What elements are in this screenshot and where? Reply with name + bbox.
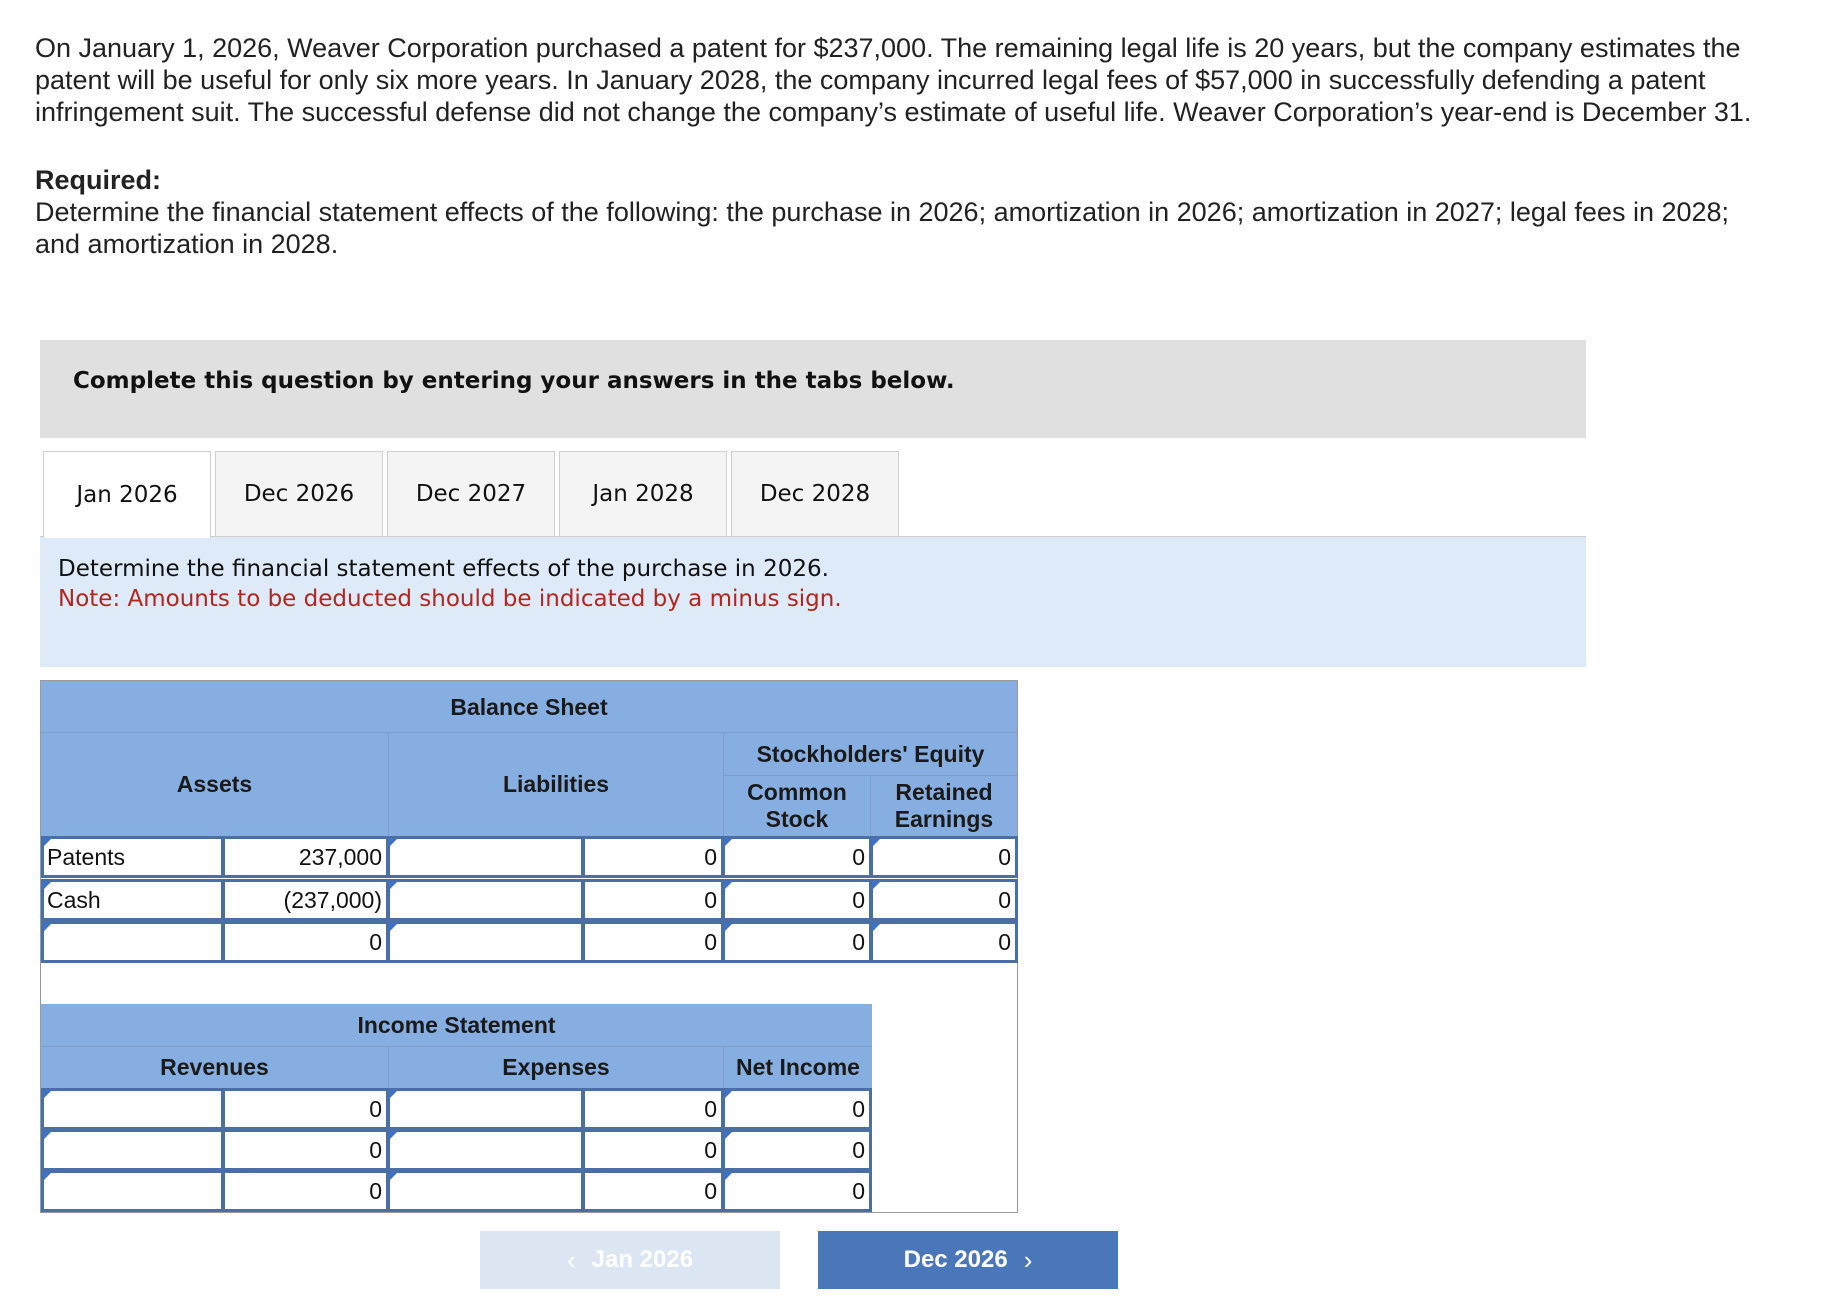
- assets-header: Assets: [41, 733, 388, 836]
- chevron-right-icon: ›: [1023, 1244, 1033, 1275]
- liabilities-header: Liabilities: [389, 733, 723, 836]
- header-divider: [723, 733, 724, 836]
- common-stock-input[interactable]: 0: [722, 879, 872, 921]
- required-heading: Required:: [35, 165, 162, 195]
- revenue-amount-input[interactable]: 0: [222, 1088, 389, 1130]
- task-note: Note: Amounts to be deducted should be indicated by a minus sign.: [58, 586, 842, 612]
- tab-jan-2026[interactable]: Jan 2026: [43, 451, 211, 538]
- revenue-account-select[interactable]: [41, 1129, 224, 1171]
- revenue-account-select[interactable]: [41, 1088, 224, 1130]
- equity-header: Stockholders' Equity: [724, 733, 1017, 775]
- asset-amount-input[interactable]: (237,000): [222, 879, 389, 921]
- retained-earnings-header: Retained Earnings: [871, 776, 1017, 836]
- common-stock-input[interactable]: 0: [722, 836, 872, 878]
- expense-amount-input[interactable]: 0: [582, 1088, 724, 1130]
- instruction-text: Complete this question by entering your answers in the tabs below.: [73, 368, 955, 394]
- revenues-header: Revenues: [41, 1047, 388, 1088]
- asset-account-select[interactable]: Cash: [41, 879, 224, 921]
- net-income-input[interactable]: 0: [722, 1088, 872, 1130]
- instruction-banner: [40, 340, 1586, 438]
- asset-account-select[interactable]: Patents: [41, 836, 224, 878]
- tab-dec-2026[interactable]: Dec 2026: [215, 451, 383, 537]
- balance-sheet-title: Balance Sheet: [41, 681, 1017, 733]
- revenue-amount-input[interactable]: 0: [222, 1170, 389, 1212]
- problem-statement: [35, 32, 1755, 260]
- liability-amount-input[interactable]: 0: [582, 921, 724, 963]
- net-income-input[interactable]: 0: [722, 1129, 872, 1171]
- liability-amount-input[interactable]: 0: [582, 836, 724, 878]
- asset-account-select[interactable]: [41, 921, 224, 963]
- header-divider: [388, 1047, 389, 1088]
- expenses-header: Expenses: [389, 1047, 723, 1088]
- next-tab-button[interactable]: [818, 1231, 1118, 1289]
- common-stock-input[interactable]: 0: [722, 921, 872, 963]
- common-stock-header: Common Stock: [724, 776, 870, 836]
- retained-earnings-input[interactable]: 0: [870, 836, 1018, 878]
- tab-jan-2028[interactable]: Jan 2028: [559, 451, 727, 537]
- expense-amount-input[interactable]: 0: [582, 1170, 724, 1212]
- expense-account-select[interactable]: [387, 1088, 584, 1130]
- liability-account-select[interactable]: [387, 836, 584, 878]
- expense-account-select[interactable]: [387, 1129, 584, 1171]
- header-divider: [723, 1047, 724, 1088]
- asset-amount-input[interactable]: 0: [222, 921, 389, 963]
- liability-account-select[interactable]: [387, 879, 584, 921]
- expense-amount-input[interactable]: 0: [582, 1129, 724, 1171]
- net-income-header: Net Income: [724, 1047, 872, 1088]
- header-divider: [870, 776, 871, 836]
- required-text: Determine the financial statement effects of the following: the purchase in 2026; amortization in 2026; amortization in 2027; legal fees in 2028; and amortization in 2028.: [35, 197, 1730, 259]
- task-prompt: Determine the financial statement effects of the purchase in 2026.: [58, 556, 829, 582]
- next-tab-label: Dec 2026: [903, 1246, 1008, 1273]
- tab-dec-2028[interactable]: Dec 2028: [731, 451, 899, 537]
- chevron-left-icon: ‹: [566, 1244, 576, 1275]
- asset-amount-input[interactable]: 237,000: [222, 836, 389, 878]
- tab-dec-2027[interactable]: Dec 2027: [387, 451, 555, 537]
- retained-earnings-input[interactable]: 0: [870, 879, 1018, 921]
- header-divider: [388, 733, 389, 836]
- prev-tab-label: Jan 2026: [591, 1246, 694, 1273]
- net-income-input[interactable]: 0: [722, 1170, 872, 1212]
- task-panel: [40, 537, 1586, 667]
- revenue-amount-input[interactable]: 0: [222, 1129, 389, 1171]
- expense-account-select[interactable]: [387, 1170, 584, 1212]
- problem-text: On January 1, 2026, Weaver Corporation purchased a patent for $237,000. The remaining legal life is 20 years, but the company estimates the patent will be useful for only six more years. In January 2028, the company incurred legal fees of $57,000 in successfully defending a patent infringement suit. The successful defense did not change the company’s estimate of useful life. Weaver Corporation’s year-end is December 31.: [35, 33, 1752, 127]
- liability-account-select[interactable]: [387, 921, 584, 963]
- prev-tab-button[interactable]: [480, 1231, 780, 1289]
- revenue-account-select[interactable]: [41, 1170, 224, 1212]
- liability-amount-input[interactable]: 0: [582, 879, 724, 921]
- retained-earnings-input[interactable]: 0: [870, 921, 1018, 963]
- income-statement-title: Income Statement: [41, 1004, 872, 1046]
